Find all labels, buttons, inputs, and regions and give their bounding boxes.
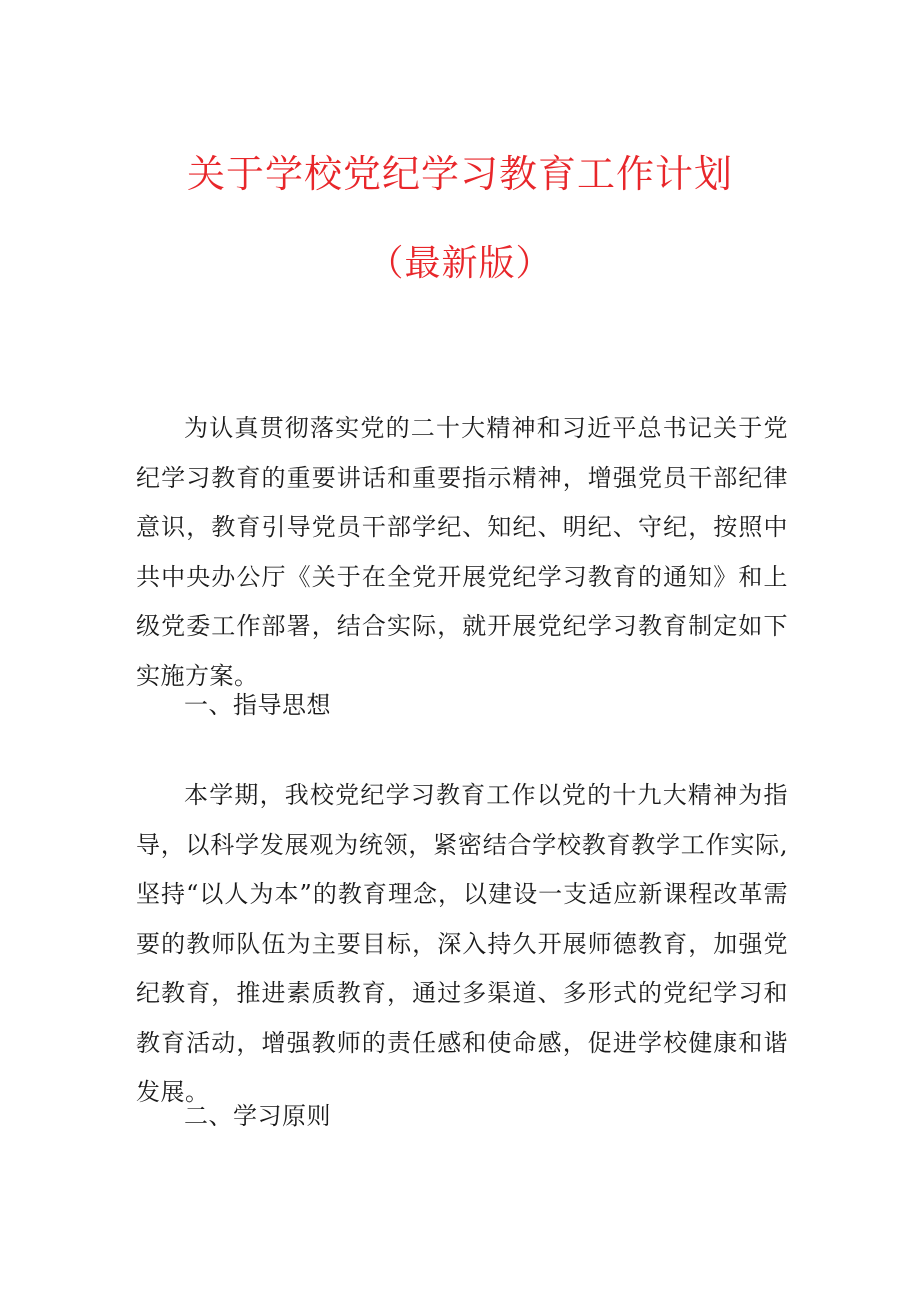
document-title: 关于学校党纪学习教育工作计划 <box>186 152 733 196</box>
section-heading-learning-principles: 二、学习原则 <box>184 1102 331 1130</box>
section-heading-guiding-ideology: 一、指导思想 <box>184 691 331 719</box>
guiding-ideology-paragraph: 本学期，我校党纪学习教育工作以党的十九大精神为指导，以科学发展观为统领，紧密结合学校教育教学工作实际,坚持“以人为本”的教育理念，以建设一支适应新课程改革需要的教师队伍为主要目标，深入持久开展师德教育，加强党纪教育，推进素质教育，通过多渠道、多形式的党纪学习和教育活动，增强教师的责任感和使命感，促进学校健康和谐发展。 <box>136 781 788 1106</box>
document-subtitle: （最新版） <box>367 243 553 284</box>
intro-paragraph: 为认真贯彻落实党的二十大精神和习近平总书记关于党纪学习教育的重要讲话和重要指示精神，增强党员干部纪律意识，教育引导党员干部学纪、知纪、明纪、守纪，按照中共中央办公厅《关于在全党开展党纪学习教育的通知》和上级党委工作部署，结合实际，就开展党纪学习教育制定如下实施方案。 <box>136 414 788 690</box>
